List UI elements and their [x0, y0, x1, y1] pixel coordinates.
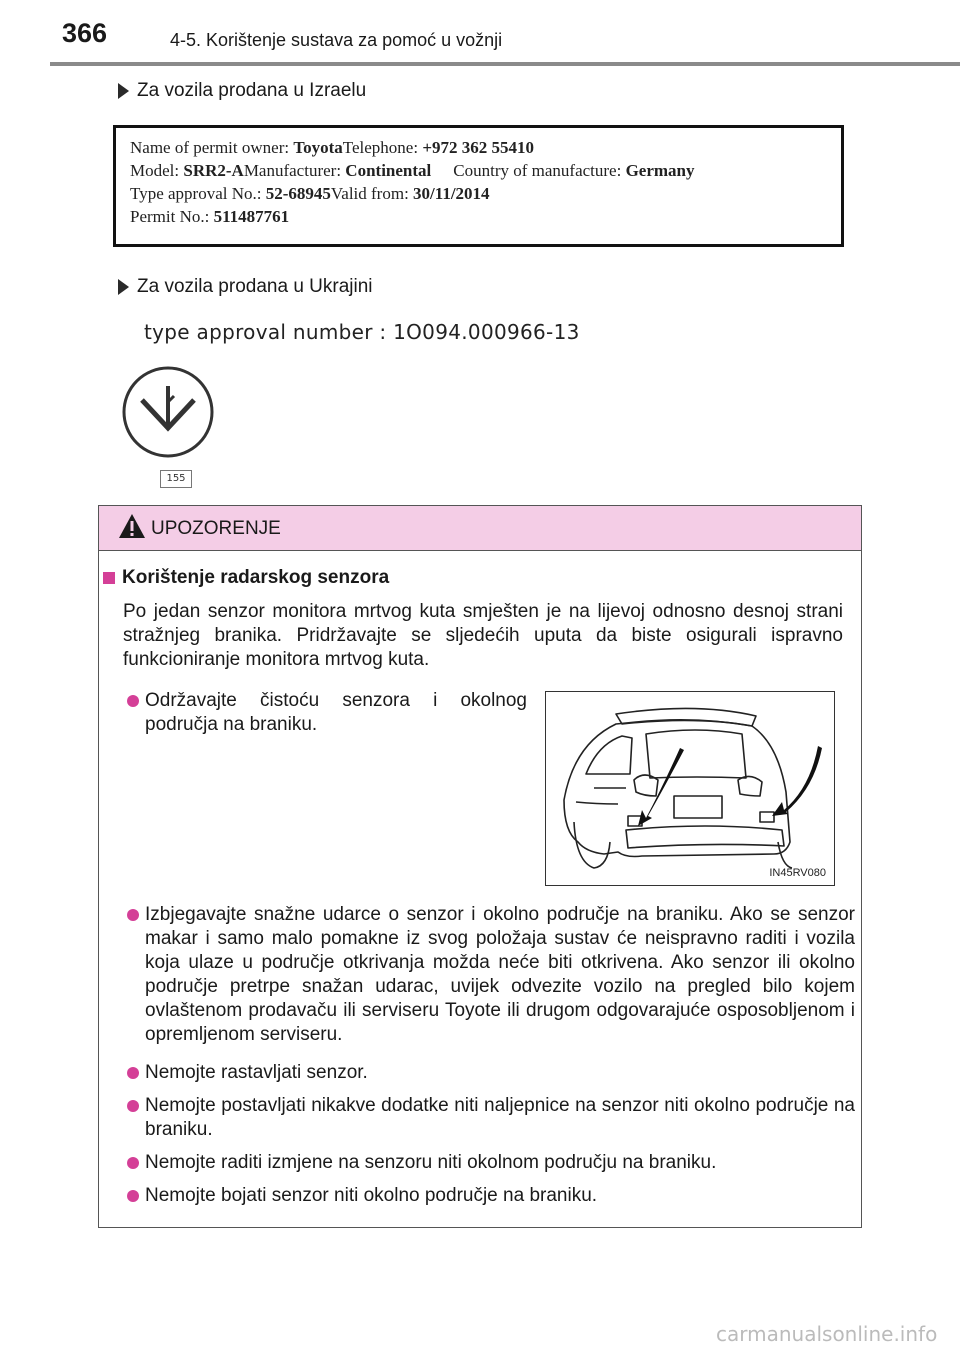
type-approval-value: 52-68945 — [265, 184, 331, 203]
country-value: Germany — [625, 161, 695, 180]
valid-value: 30/11/2014 — [413, 184, 490, 203]
warning-box — [98, 505, 862, 1228]
permit-line-model — [130, 159, 841, 182]
telephone-value: +972 362 55410 — [422, 138, 535, 157]
bullet-text: Nemojte bojati senzor niti okolno područje na braniku. — [145, 1185, 598, 1206]
israel-heading — [118, 80, 366, 102]
rear-bumper-sensor-figure — [545, 691, 835, 886]
model-value: SRR2-A — [183, 161, 244, 180]
warning-triangle-icon — [117, 512, 147, 540]
car-rear-illustration-icon — [546, 692, 834, 885]
triangle-bullet-icon — [118, 83, 129, 99]
bullet-text: Izbjegavajte snažne udarce o senzor i okolno područje na braniku. Ako se senzor makar i samo malo pomakne iz svog položaja sustav će neispravno raditi i vozila koja ulaze u područje otkrivanja možda neće biti otkrivena. Ako senzor ili okolno područje pretrpe snažan udarac, uvijek odvezite vozilo na pregled bilo kojem ovlaštenom prodavaču ili serviseru Toyote ili drugom odgovarajuće osposobljenom i opremljenom serviseru. — [145, 904, 855, 1045]
ukraine-heading-text: Za vozila prodana u Ukrajini — [137, 276, 373, 297]
bullet-text: Nemojte raditi izmjene na senzoru niti okolnom području na braniku. — [145, 1152, 717, 1173]
warning-title: UPOZORENJE — [151, 518, 281, 539]
ukraine-heading — [118, 276, 373, 298]
round-bullet-icon — [127, 695, 139, 707]
manufacturer-value: Continental — [345, 161, 432, 180]
chapter-title: 4-5. Korištenje sustava za pomoć u vožnji — [170, 30, 503, 50]
bullet-text: Nemojte rastavljati senzor. — [145, 1062, 368, 1083]
israel-permit-label — [113, 125, 844, 247]
telephone-label: Telephone: — [342, 138, 423, 157]
permit-value: 511487761 — [213, 207, 290, 226]
owner-value: Toyota — [293, 138, 343, 157]
permit-line-permit — [130, 205, 841, 228]
ukraine-approval-number: type approval number : 1O094.000966-13 — [144, 320, 580, 344]
country-label: Country of manufacture: — [453, 161, 626, 180]
triangle-bullet-icon — [118, 279, 129, 295]
warning-header — [99, 506, 861, 551]
israel-heading-text: Za vozila prodana u Izraelu — [137, 80, 367, 101]
header-divider — [50, 62, 960, 66]
round-bullet-icon — [127, 1157, 139, 1169]
round-bullet-icon — [127, 1190, 139, 1202]
bullet-text: Nemojte postavljati nikakve dodatke niti naljepnice na senzor niti okolno područje na braniku. — [145, 1095, 855, 1140]
ukrainian-conformity-mark-icon — [118, 362, 218, 462]
manufacturer-label: Manufacturer: — [243, 161, 346, 180]
list-item — [127, 1184, 855, 1208]
mark-code: 155 — [160, 470, 192, 488]
permit-line-owner — [130, 136, 841, 159]
bullet-text: Održavajte čistoću senzora i okolnog područja na braniku. — [145, 690, 527, 735]
list-item — [127, 689, 527, 737]
round-bullet-icon — [127, 909, 139, 921]
round-bullet-icon — [127, 1067, 139, 1079]
watermark[interactable]: carmanualsonline.info — [716, 1322, 938, 1346]
section-title-text: Korištenje radarskog senzora — [122, 567, 390, 588]
permit-label: Permit No.: — [130, 207, 214, 226]
list-item — [127, 1151, 855, 1175]
list-item — [127, 903, 855, 1047]
round-bullet-icon — [127, 1100, 139, 1112]
type-approval-label: Type approval No.: — [130, 184, 266, 203]
valid-label: Valid from: — [330, 184, 414, 203]
figure-code: IN45RV080 — [769, 867, 826, 879]
list-item — [127, 1061, 855, 1085]
square-bullet-icon — [103, 572, 115, 584]
page-number: 366 — [62, 18, 108, 48]
permit-line-type-approval — [130, 182, 841, 205]
list-item — [127, 1094, 855, 1142]
owner-label: Name of permit owner: — [130, 138, 294, 157]
section-heading — [103, 567, 389, 589]
model-label: Model: — [130, 161, 184, 180]
intro-paragraph: Po jedan senzor monitora mrtvog kuta smješten je na lijevoj odnosno desnoj strani stražnjeg branika. Pridržavajte se sljedećih uputa da biste osigurali ispravno funkcioniranje monitora mrtvog kuta. — [123, 601, 843, 670]
